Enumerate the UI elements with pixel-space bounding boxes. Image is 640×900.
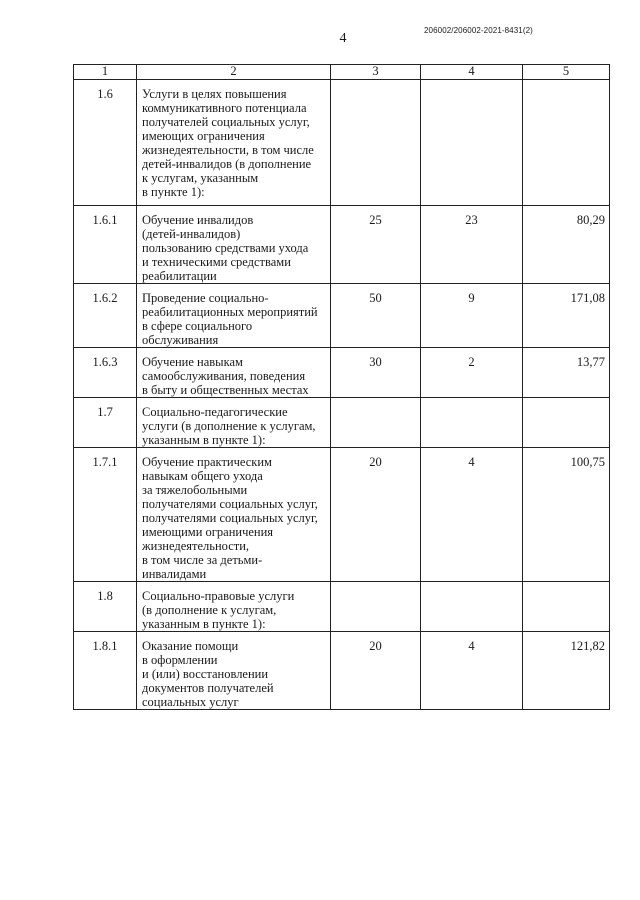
page-number: 4 [339,31,347,46]
service-name-line: Обучение навыкам [142,355,243,369]
service-name-line: Социально-педагогические [142,405,288,419]
service-name-line: реабилитационных мероприятий [142,305,318,319]
service-name-line: имеющими ограничения [142,525,274,539]
service-name-line: получателей социальных услуг, [142,115,310,129]
value-col3: 50 [331,284,421,348]
service-name-line: Проведение социально- [142,291,269,305]
table-row [74,582,610,632]
service-name-line: в пункте 1): [142,185,205,199]
service-name [137,284,331,348]
column-header-1: 1 [74,65,137,80]
service-name-line: указанным в пункте 1): [142,617,266,631]
value-col3: 20 [331,632,421,710]
service-name-line: получателями социальных услуг, [142,497,318,511]
value-col3: 20 [331,448,421,582]
value-col4 [421,80,523,206]
value-col3: 25 [331,206,421,284]
service-name-line: обслуживания [142,333,219,347]
column-header-5: 5 [523,65,610,80]
service-name-line: к услугам, указанным [142,171,259,185]
service-name-line: инвалидами [142,567,207,581]
service-name-line: за тяжелобольными [142,483,248,497]
value-col5 [523,398,610,448]
service-name-line: имеющих ограничения [142,129,265,143]
value-col3 [331,582,421,632]
row-number: 1.8 [74,582,137,632]
value-col4: 2 [421,348,523,398]
value-col5 [523,582,610,632]
column-header-2: 2 [137,65,331,80]
service-name-line: получателями социальных услуг, [142,511,318,525]
service-name [137,348,331,398]
service-name [137,80,331,206]
table-row [74,348,610,398]
document-code: 206002/206002-2021-8431(2) [424,26,533,35]
value-col5: 100,75 [523,448,610,582]
value-col3 [331,398,421,448]
service-name-line: и техническими средствами [142,255,291,269]
service-name-line: Оказание помощи [142,639,239,653]
row-number: 1.7.1 [74,448,137,582]
value-col4 [421,398,523,448]
service-name-line: Обучение практическим [142,455,272,469]
row-number: 1.6.1 [74,206,137,284]
service-name-line: документов получателей [142,681,274,695]
service-name-line: указанным в пункте 1): [142,433,266,447]
service-name-line: в сфере социального [142,319,253,333]
service-name-line: Услуги в целях повышения [142,87,287,101]
service-name [137,206,331,284]
service-name [137,448,331,582]
service-name-line: Социально-правовые услуги [142,589,295,603]
service-name-line: жизнедеятельности, в том числе [142,143,314,157]
table-row [74,206,610,284]
value-col3 [331,80,421,206]
service-name-line: Обучение инвалидов [142,213,254,227]
row-number: 1.8.1 [74,632,137,710]
value-col3: 30 [331,348,421,398]
service-name-line: в оформлении [142,653,218,667]
value-col5: 121,82 [523,632,610,710]
service-name-line: в том числе за детьми- [142,553,263,567]
service-name-line: коммуникативного потенциала [142,101,307,115]
value-col4: 23 [421,206,523,284]
table-row [74,448,610,582]
value-col5: 13,77 [523,348,610,398]
service-name-line: пользованию средствами ухода [142,241,309,255]
service-name-line: самообслуживания, поведения [142,369,306,383]
service-name-line: в быту и общественных местах [142,383,309,397]
value-col5: 80,29 [523,206,610,284]
service-name-line: (в дополнение к услугам, [142,603,277,617]
column-header-3: 3 [331,65,421,80]
value-col4: 9 [421,284,523,348]
row-number: 1.7 [74,398,137,448]
service-name [137,632,331,710]
table-row [74,632,610,710]
services-table [73,64,610,710]
table-header-row [74,65,610,80]
value-col5: 171,08 [523,284,610,348]
table-row [74,284,610,348]
value-col4 [421,582,523,632]
row-number: 1.6 [74,80,137,206]
service-name [137,398,331,448]
row-number: 1.6.2 [74,284,137,348]
service-name-line: и (или) восстановлении [142,667,269,681]
service-name-line: жизнедеятельности, [142,539,250,553]
service-name-line: (детей-инвалидов) [142,227,241,241]
service-name [137,582,331,632]
table-row [74,80,610,206]
service-name-line: услуги (в дополнение к услугам, [142,419,316,433]
service-name-line: навыкам общего ухода [142,469,263,483]
value-col4: 4 [421,448,523,582]
value-col5 [523,80,610,206]
service-name-line: детей-инвалидов (в дополнение [142,157,312,171]
row-number: 1.6.3 [74,348,137,398]
service-name-line: социальных услуг [142,695,239,709]
value-col4: 4 [421,632,523,710]
service-name-line: реабилитации [142,269,217,283]
column-header-4: 4 [421,65,523,80]
table-row [74,398,610,448]
